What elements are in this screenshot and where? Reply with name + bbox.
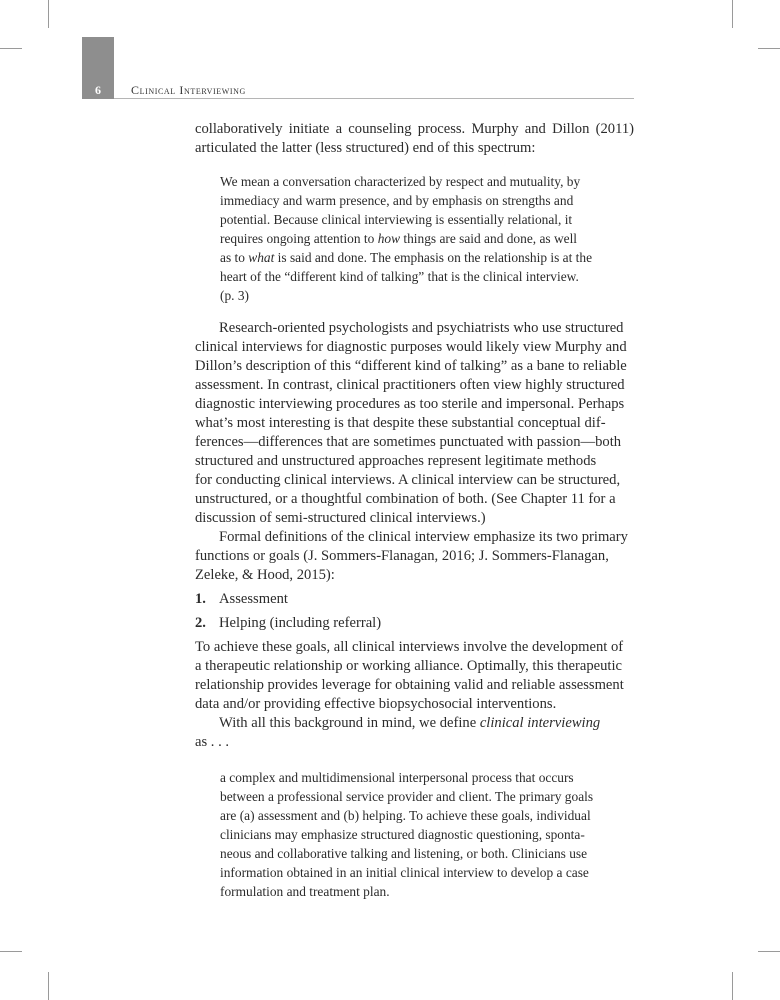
list-text: Helping (including referral) (219, 615, 382, 631)
text-line: assessment. In contrast, clinical practitioners often view highly structured (195, 377, 625, 393)
paragraph-3 (195, 528, 634, 585)
quote-line: immediacy and warm presence, and by emphasis on strengths and (220, 193, 574, 208)
crop-mark-bottom-left (48, 972, 49, 1000)
text-line: what’s most interesting is that despite these substantial conceptual dif- (195, 415, 606, 431)
crop-mark-right-bottom (758, 951, 780, 952)
quote-line: between a professional service provider and client. The primary goals (220, 789, 594, 804)
crop-mark-bottom-right (732, 972, 733, 1000)
quote-line: heart of the “different kind of talking” that is the clinical interview. (220, 269, 579, 284)
text-line: ferences—differences that are sometimes punctuated with passion—both (195, 434, 622, 450)
text-line: With all this background in mind, we define clinical interviewing (219, 715, 601, 731)
quote-line: (p. 3) (220, 288, 250, 303)
emphasis: clinical interviewing (479, 715, 601, 731)
text-line: structured and unstructured approaches represent legitimate methods (195, 453, 597, 469)
list-text: Assessment (219, 591, 288, 607)
text-line: Zeleke, & Hood, 2015): (195, 567, 335, 583)
paragraph-5 (195, 714, 634, 752)
header-rule (114, 98, 634, 99)
text-line: discussion of semi-structured clinical interviews.) (195, 510, 486, 526)
text-line: unstructured, or a thoughtful combination of both. (See Chapter 11 for a (195, 491, 616, 507)
text-line: functions or goals (J. Sommers-Flanagan, 2016; J. Sommers-Flanagan, (195, 548, 609, 564)
text-line: To achieve these goals, all clinical interviews involve the development of (195, 639, 624, 655)
quote-line: information obtained in an initial clinical interview to develop a case (220, 865, 589, 880)
crop-mark-top-left (48, 0, 49, 28)
text-line: data and/or providing effective biopsychosocial interventions. (195, 696, 557, 712)
text-line: Dillon’s description of this “different kind of talking” as a bane to reliable (195, 358, 627, 374)
quote-line: clinicians may emphasize structured diagnostic questioning, sponta- (220, 827, 585, 842)
crop-mark-left-top (0, 48, 22, 49)
paragraph-2 (195, 319, 634, 528)
text-line: diagnostic interviewing procedures as too sterile and impersonal. Perhaps (195, 396, 625, 412)
quote-line: potential. Because clinical interviewing is essentially relational, it (220, 212, 573, 227)
text-line: relationship provides leverage for obtaining valid and reliable assessment (195, 677, 624, 693)
text-line: for conducting clinical interviews. A clinical interview can be structured, (195, 472, 621, 488)
quote-line: are (a) assessment and (b) helping. To achieve these goals, individual (220, 808, 591, 823)
list-item (195, 590, 288, 609)
paragraph-4 (195, 638, 634, 714)
block-quote-1 (220, 172, 609, 305)
quote-line: as to what is said and done. The emphasis on the relationship is at the (220, 250, 593, 265)
text-line: clinical interviews for diagnostic purposes would likely view Murphy and (195, 339, 627, 355)
text-line: a therapeutic relationship or working alliance. Optimally, this therapeutic (195, 658, 622, 674)
block-quote-2 (220, 768, 609, 901)
quote-line: a complex and multidimensional interpersonal process that occurs (220, 770, 574, 785)
crop-mark-right-top (758, 48, 780, 49)
text-line: Research-oriented psychologists and psychiatrists who use structured (219, 320, 624, 336)
list-number: 2. (195, 615, 206, 631)
page-number: 6 (95, 83, 101, 97)
list-item (195, 614, 381, 633)
crop-mark-left-bottom (0, 951, 22, 952)
running-head: Clinical Interviewing (131, 83, 246, 97)
quote-line: neous and collaborative talking and listening, or both. Clinicians use (220, 846, 588, 861)
crop-mark-top-right (732, 0, 733, 28)
quote-line: requires ongoing attention to how things are said and done, as well (220, 231, 578, 246)
text-line: as . . . (195, 734, 230, 750)
paragraph-1 (195, 120, 634, 158)
emphasis: how (377, 231, 401, 246)
emphasis: what (248, 250, 275, 265)
text-line: collaboratively initiate a counseling process. Murphy and Dillon (2011) (195, 121, 634, 137)
quote-line: formulation and treatment plan. (220, 884, 390, 899)
text-line: articulated the latter (less structured) end of this spectrum: (195, 140, 536, 156)
quote-line: We mean a conversation characterized by respect and mutuality, by (220, 174, 581, 189)
list-number: 1. (195, 591, 206, 607)
text-line: Formal definitions of the clinical interview emphasize its two primary (219, 529, 628, 545)
